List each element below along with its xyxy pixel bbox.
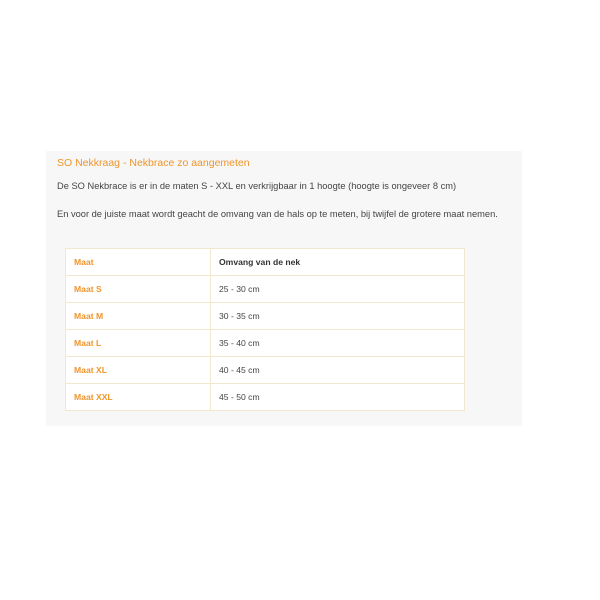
- table-row: [66, 330, 465, 357]
- table-row: [66, 357, 465, 384]
- table-header-row: [66, 249, 465, 276]
- size-label: Maat M: [66, 303, 211, 330]
- table-row: [66, 276, 465, 303]
- table-row: [66, 303, 465, 330]
- page-title: SO Nekkraag - Nekbrace zo aangemeten: [57, 157, 250, 169]
- size-info-panel: [46, 151, 522, 426]
- neck-range: 45 - 50 cm: [211, 384, 465, 411]
- header-neck-circumference: Omvang van de nek: [211, 249, 465, 276]
- advice-paragraph: En voor de juiste maat wordt geacht de omvang van de hals op te meten, bij twijfel de grotere maat nemen.: [57, 209, 498, 219]
- size-label: Maat XXL: [66, 384, 211, 411]
- header-size: Maat: [66, 249, 211, 276]
- size-label: Maat L: [66, 330, 211, 357]
- neck-range: 30 - 35 cm: [211, 303, 465, 330]
- neck-range: 40 - 45 cm: [211, 357, 465, 384]
- size-label: Maat S: [66, 276, 211, 303]
- size-label: Maat XL: [66, 357, 211, 384]
- neck-range: 35 - 40 cm: [211, 330, 465, 357]
- size-table: [65, 248, 465, 411]
- neck-range: 25 - 30 cm: [211, 276, 465, 303]
- table-row: [66, 384, 465, 411]
- intro-paragraph: De SO Nekbrace is er in de maten S - XXL en verkrijgbaar in 1 hoogte (hoogte is ongeveer 8 cm): [57, 181, 457, 191]
